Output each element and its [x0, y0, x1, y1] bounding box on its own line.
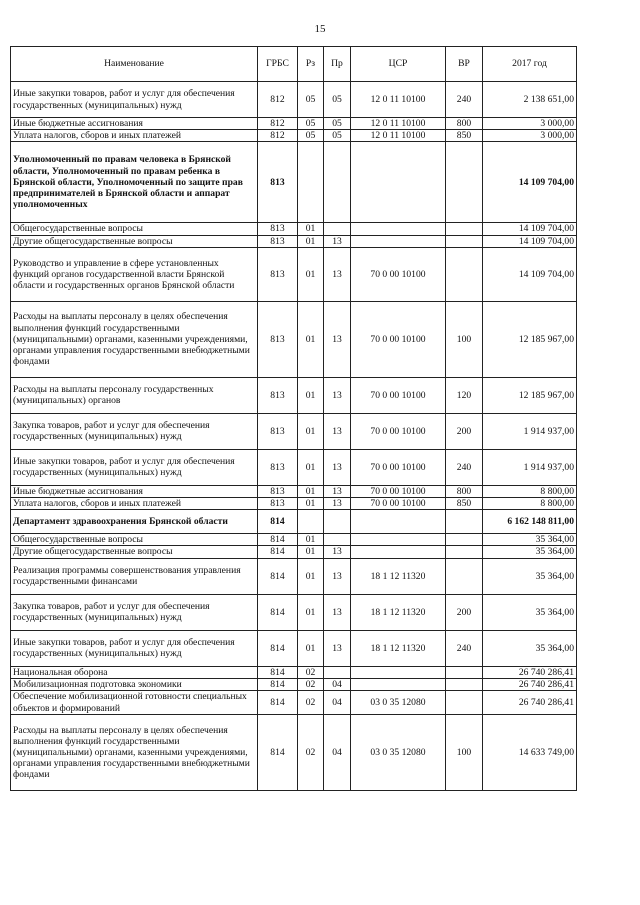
row-amount: 8 800,00 — [483, 498, 577, 510]
row-name: Обеспечение мобилизационной готовности специальных объектов и формирований — [11, 691, 258, 715]
header-name: Наименование — [11, 47, 258, 82]
row-name: Общегосударственные вопросы — [11, 223, 258, 235]
row-pr: 13 — [324, 594, 351, 630]
row-csr — [351, 666, 446, 678]
row-csr: 18 1 12 11320 — [351, 594, 446, 630]
row-grbs: 813 — [258, 449, 298, 485]
header-grbs: ГРБС — [258, 47, 298, 82]
row-name: Иные закупки товаров, работ и услуг для обеспечения государственных (муниципальных) нужд — [11, 630, 258, 666]
row-vr: 240 — [446, 630, 483, 666]
header-rz: Рз — [298, 47, 324, 82]
table-row — [11, 301, 577, 377]
row-amount: 1 914 937,00 — [483, 449, 577, 485]
row-amount: 3 000,00 — [483, 130, 577, 142]
row-rz: 01 — [298, 534, 324, 546]
row-pr: 05 — [324, 130, 351, 142]
row-grbs: 814 — [258, 558, 298, 594]
row-grbs: 814 — [258, 666, 298, 678]
row-rz: 02 — [298, 678, 324, 690]
table-row — [11, 413, 577, 449]
row-grbs: 813 — [258, 301, 298, 377]
row-vr: 850 — [446, 130, 483, 142]
row-vr: 100 — [446, 715, 483, 791]
row-csr: 18 1 12 11320 — [351, 558, 446, 594]
table-row — [11, 223, 577, 235]
row-vr — [446, 510, 483, 534]
row-vr: 240 — [446, 449, 483, 485]
row-csr: 70 0 00 10100 — [351, 485, 446, 497]
row-name: Другие общегосударственные вопросы — [11, 235, 258, 247]
row-vr: 200 — [446, 594, 483, 630]
row-name: Общегосударственные вопросы — [11, 534, 258, 546]
row-csr: 03 0 35 12080 — [351, 715, 446, 791]
row-pr: 13 — [324, 413, 351, 449]
row-vr — [446, 558, 483, 594]
row-grbs: 813 — [258, 413, 298, 449]
row-rz: 01 — [298, 485, 324, 497]
row-csr: 70 0 00 10100 — [351, 301, 446, 377]
row-name: Расходы на выплаты персоналу в целях обеспечения выполнения функций государственными (муниципальными) органами, казенными учреждениями, органами управления государственными внебюджетными фондами — [11, 301, 258, 377]
row-csr: 70 0 00 10100 — [351, 498, 446, 510]
row-rz: 05 — [298, 130, 324, 142]
row-amount: 14 109 704,00 — [483, 142, 577, 223]
row-grbs: 812 — [258, 130, 298, 142]
table-row — [11, 118, 577, 130]
row-amount: 14 109 704,00 — [483, 235, 577, 247]
row-amount: 6 162 148 811,00 — [483, 510, 577, 534]
row-grbs: 814 — [258, 678, 298, 690]
row-name: Руководство и управление в сфере установленных функций органов государственной власти Брянской области и государственных органов Брянской области — [11, 247, 258, 301]
row-pr: 13 — [324, 630, 351, 666]
row-grbs: 813 — [258, 223, 298, 235]
row-rz: 02 — [298, 691, 324, 715]
row-amount: 8 800,00 — [483, 485, 577, 497]
row-rz: 01 — [298, 546, 324, 558]
row-csr: 70 0 00 10100 — [351, 449, 446, 485]
row-grbs: 813 — [258, 498, 298, 510]
row-name: Национальная оборона — [11, 666, 258, 678]
row-vr — [446, 691, 483, 715]
row-rz: 01 — [298, 413, 324, 449]
row-vr: 120 — [446, 377, 483, 413]
row-amount: 35 364,00 — [483, 594, 577, 630]
row-name: Иные бюджетные ассигнования — [11, 485, 258, 497]
table-row — [11, 498, 577, 510]
row-pr: 04 — [324, 691, 351, 715]
table-row — [11, 678, 577, 690]
row-rz: 01 — [298, 301, 324, 377]
row-pr: 13 — [324, 235, 351, 247]
row-amount: 35 364,00 — [483, 630, 577, 666]
row-csr — [351, 223, 446, 235]
row-amount: 14 109 704,00 — [483, 223, 577, 235]
table-row — [11, 142, 577, 223]
table-row — [11, 485, 577, 497]
row-pr: 04 — [324, 678, 351, 690]
row-csr: 70 0 00 10100 — [351, 247, 446, 301]
row-amount: 3 000,00 — [483, 118, 577, 130]
row-rz: 02 — [298, 715, 324, 791]
row-grbs: 813 — [258, 235, 298, 247]
table-row — [11, 558, 577, 594]
row-pr: 05 — [324, 118, 351, 130]
row-rz: 01 — [298, 498, 324, 510]
row-csr: 12 0 11 10100 — [351, 82, 446, 118]
row-vr: 800 — [446, 485, 483, 497]
row-csr: 18 1 12 11320 — [351, 630, 446, 666]
row-csr — [351, 142, 446, 223]
row-pr: 05 — [324, 82, 351, 118]
table-row — [11, 130, 577, 142]
table-row — [11, 666, 577, 678]
row-pr — [324, 510, 351, 534]
row-vr — [446, 247, 483, 301]
row-csr — [351, 235, 446, 247]
row-amount: 35 364,00 — [483, 546, 577, 558]
row-name: Иные закупки товаров, работ и услуг для обеспечения государственных (муниципальных) нужд — [11, 449, 258, 485]
header-year: 2017 год — [483, 47, 577, 82]
row-amount: 12 185 967,00 — [483, 377, 577, 413]
row-vr — [446, 235, 483, 247]
row-pr: 13 — [324, 301, 351, 377]
row-vr — [446, 678, 483, 690]
row-amount: 14 109 704,00 — [483, 247, 577, 301]
row-csr: 03 0 35 12080 — [351, 691, 446, 715]
row-grbs: 813 — [258, 485, 298, 497]
row-vr: 800 — [446, 118, 483, 130]
row-amount: 26 740 286,41 — [483, 691, 577, 715]
table-row — [11, 247, 577, 301]
row-rz: 01 — [298, 247, 324, 301]
row-rz: 01 — [298, 377, 324, 413]
row-amount: 26 740 286,41 — [483, 678, 577, 690]
table-row — [11, 449, 577, 485]
row-amount: 1 914 937,00 — [483, 413, 577, 449]
row-amount: 14 633 749,00 — [483, 715, 577, 791]
header-csr: ЦСР — [351, 47, 446, 82]
row-pr: 13 — [324, 485, 351, 497]
row-csr — [351, 678, 446, 690]
table-row — [11, 594, 577, 630]
row-name: Закупка товаров, работ и услуг для обеспечения государственных (муниципальных) нужд — [11, 594, 258, 630]
table-row — [11, 715, 577, 791]
row-amount: 12 185 967,00 — [483, 301, 577, 377]
page-number: 15 — [314, 23, 326, 35]
row-name: Другие общегосударственные вопросы — [11, 546, 258, 558]
row-name: Расходы на выплаты персоналу государственных (муниципальных) органов — [11, 377, 258, 413]
row-name: Закупка товаров, работ и услуг для обеспечения государственных (муниципальных) нужд — [11, 413, 258, 449]
row-pr — [324, 223, 351, 235]
row-vr — [446, 223, 483, 235]
row-pr: 13 — [324, 558, 351, 594]
row-pr — [324, 142, 351, 223]
row-grbs: 813 — [258, 247, 298, 301]
row-rz: 01 — [298, 630, 324, 666]
row-csr: 12 0 11 10100 — [351, 130, 446, 142]
row-rz — [298, 142, 324, 223]
row-name: Мобилизационная подготовка экономики — [11, 678, 258, 690]
row-vr — [446, 546, 483, 558]
row-name: Иные закупки товаров, работ и услуг для обеспечения государственных (муниципальных) нужд — [11, 82, 258, 118]
row-name: Расходы на выплаты персоналу в целях обеспечения выполнения функций государственными (муниципальными) органами, казенными учреждениями, органами управления государственными внебюджетными фондами — [11, 715, 258, 791]
row-pr: 13 — [324, 377, 351, 413]
row-grbs: 814 — [258, 510, 298, 534]
table-row — [11, 534, 577, 546]
table-row — [11, 510, 577, 534]
row-name: Уплата налогов, сборов и иных платежей — [11, 130, 258, 142]
row-rz: 01 — [298, 558, 324, 594]
table-header-row — [11, 47, 577, 82]
row-rz: 01 — [298, 223, 324, 235]
row-vr — [446, 142, 483, 223]
table-row — [11, 546, 577, 558]
row-rz: 05 — [298, 82, 324, 118]
row-rz: 01 — [298, 449, 324, 485]
row-csr — [351, 534, 446, 546]
row-rz: 02 — [298, 666, 324, 678]
row-vr — [446, 534, 483, 546]
row-rz: 01 — [298, 235, 324, 247]
row-grbs: 814 — [258, 630, 298, 666]
row-name: Реализация программы совершенствования управления государственными финансами — [11, 558, 258, 594]
row-pr: 13 — [324, 449, 351, 485]
row-amount: 2 138 651,00 — [483, 82, 577, 118]
row-vr: 100 — [446, 301, 483, 377]
row-csr — [351, 546, 446, 558]
row-vr: 850 — [446, 498, 483, 510]
row-rz — [298, 510, 324, 534]
row-csr: 12 0 11 10100 — [351, 118, 446, 130]
row-vr: 200 — [446, 413, 483, 449]
row-amount: 26 740 286,41 — [483, 666, 577, 678]
header-vr: ВР — [446, 47, 483, 82]
row-grbs: 814 — [258, 715, 298, 791]
row-pr: 04 — [324, 715, 351, 791]
row-csr: 70 0 00 10100 — [351, 377, 446, 413]
row-name: Иные бюджетные ассигнования — [11, 118, 258, 130]
row-grbs: 814 — [258, 546, 298, 558]
row-rz: 01 — [298, 594, 324, 630]
row-name: Уплата налогов, сборов и иных платежей — [11, 498, 258, 510]
header-pr: Пр — [324, 47, 351, 82]
row-pr: 13 — [324, 247, 351, 301]
row-csr: 70 0 00 10100 — [351, 413, 446, 449]
row-grbs: 814 — [258, 534, 298, 546]
row-vr: 240 — [446, 82, 483, 118]
row-grbs: 812 — [258, 118, 298, 130]
table-row — [11, 82, 577, 118]
row-name: Департамент здравоохранения Брянской области — [11, 510, 258, 534]
table-row — [11, 377, 577, 413]
row-grbs: 813 — [258, 377, 298, 413]
row-rz: 05 — [298, 118, 324, 130]
table-row — [11, 630, 577, 666]
budget-table — [10, 46, 577, 791]
row-pr: 13 — [324, 498, 351, 510]
table-row — [11, 235, 577, 247]
row-pr — [324, 534, 351, 546]
row-pr — [324, 666, 351, 678]
row-amount: 35 364,00 — [483, 534, 577, 546]
row-amount: 35 364,00 — [483, 558, 577, 594]
row-grbs: 814 — [258, 594, 298, 630]
row-csr — [351, 510, 446, 534]
table-row — [11, 691, 577, 715]
row-grbs: 814 — [258, 691, 298, 715]
row-grbs: 813 — [258, 142, 298, 223]
row-vr — [446, 666, 483, 678]
row-grbs: 812 — [258, 82, 298, 118]
row-pr: 13 — [324, 546, 351, 558]
row-name: Уполномоченный по правам человека в Брянской области, Уполномоченный по правам ребенка в Брянской области, Уполномоченный по защите прав предпринимателей в Брянской области и аппарат уполномоченных — [11, 142, 258, 223]
